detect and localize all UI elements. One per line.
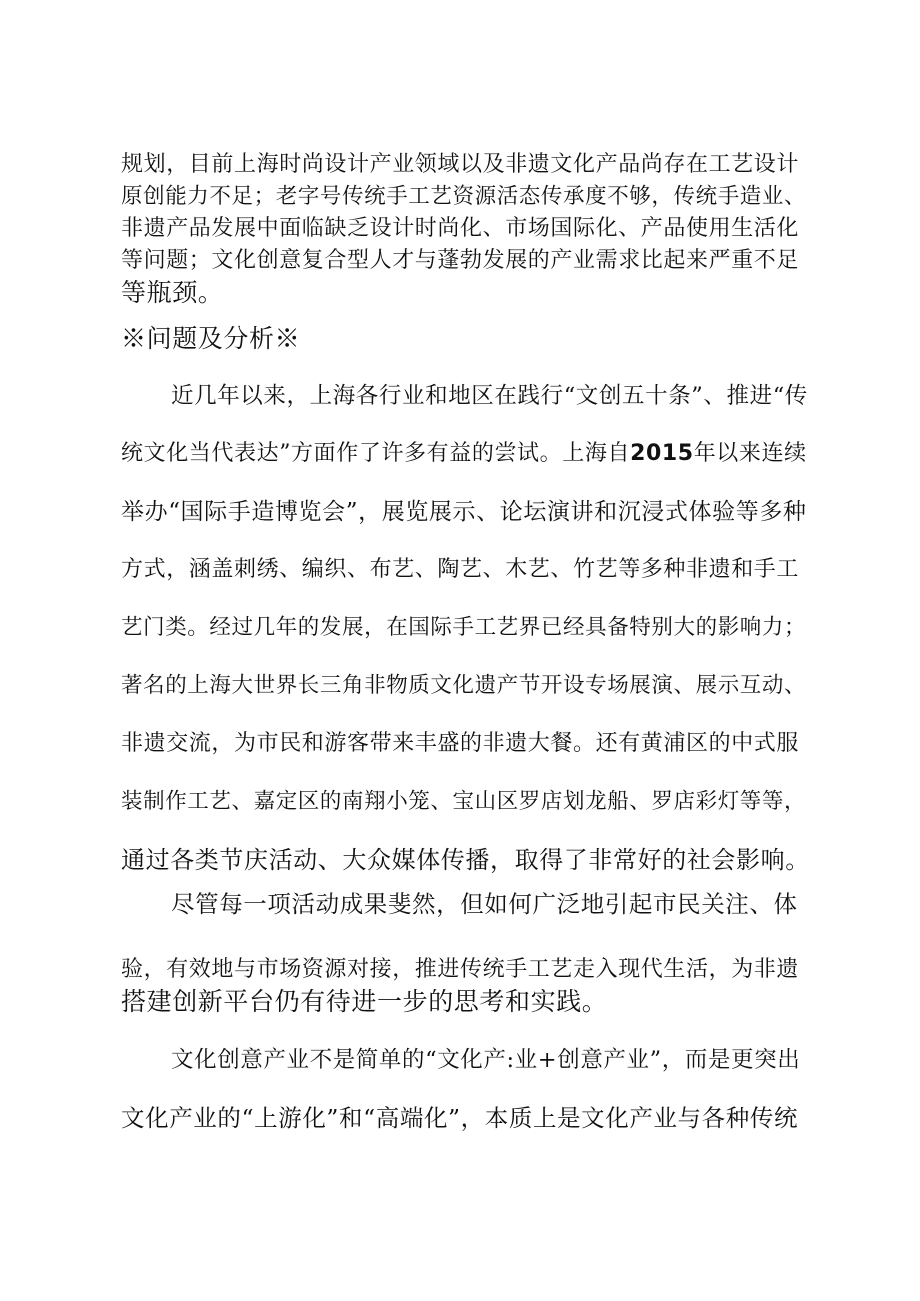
text-line: 艺门类。经过几年的发展，在国际手工艺界已经具备特别大的影响力； <box>121 615 807 640</box>
text-line: 验，有效地与市场资源对接，推进传统手工艺走入现代生活，为非遗 <box>121 957 800 982</box>
text-line: 近几年以来，上海各行业和地区在践行“文创五十条”、推进“传 <box>171 383 808 409</box>
text-line: 原创能力不足；老字号传统手工艺资源活态传承度不够，传统手造业、 <box>121 184 807 209</box>
text-line: 尽管每一项活动成果斐然，但如何广泛地引起市民关注、体 <box>171 890 798 918</box>
text-line: 非遗产品发展中面临缺乏设计时尚化、市场国际化、产品使用生活化 <box>121 216 800 241</box>
text-line: 通过各类节庆活动、大众媒体传播，取得了非常好的社会影响。 <box>121 846 810 874</box>
text-line: 装制作工艺、嘉定区的南翔小笼、宝山区罗店划龙船、罗店彩灯等等， <box>121 789 807 814</box>
text-line: 举办“国际手造博览会”，展览展示、论坛演讲和沉浸式体验等多种 <box>121 499 807 525</box>
text-segment: 统文化当代表达”方面作了许多有益的尝试。上海自 <box>121 441 631 466</box>
text-line: 等瓶颈。 <box>121 278 224 307</box>
year-value: 2015 <box>630 441 694 466</box>
text-line: 等问题；文化创意复合型人才与蓬勃发展的产业需求比起来严重不足 <box>121 248 800 273</box>
text-line <box>121 438 807 470</box>
section-heading-text: ※问题及分析※ <box>121 324 301 353</box>
text-line: 规划，目前上海时尚设计产业领域以及非遗文化产品尚存在工艺设计 <box>121 152 800 177</box>
text-line: 文化创意产业不是简单的“文化产:业+创意产业”，而是更突出 <box>171 1047 801 1073</box>
text-line: 非遗交流，为市民和游客带来丰盛的非遗大餐。还有黄浦区的中式服 <box>121 731 800 756</box>
text-line: 著名的上海大世界长三角非物质文化遗产节开设专场展演、展示互动、 <box>121 673 807 698</box>
text-line: 搭建创新平台仍有待进一步的思考和实践。 <box>121 987 608 1016</box>
text-line: 文化产业的“上游化”和“高端化”，本质上是文化产业与各种传统 <box>121 1104 799 1132</box>
text-line: 方式，涵盖刺绣、编织、布艺、陶艺、木艺、竹艺等多种非遗和手工 <box>121 557 800 582</box>
text-segment: 年以来连续 <box>693 441 807 466</box>
